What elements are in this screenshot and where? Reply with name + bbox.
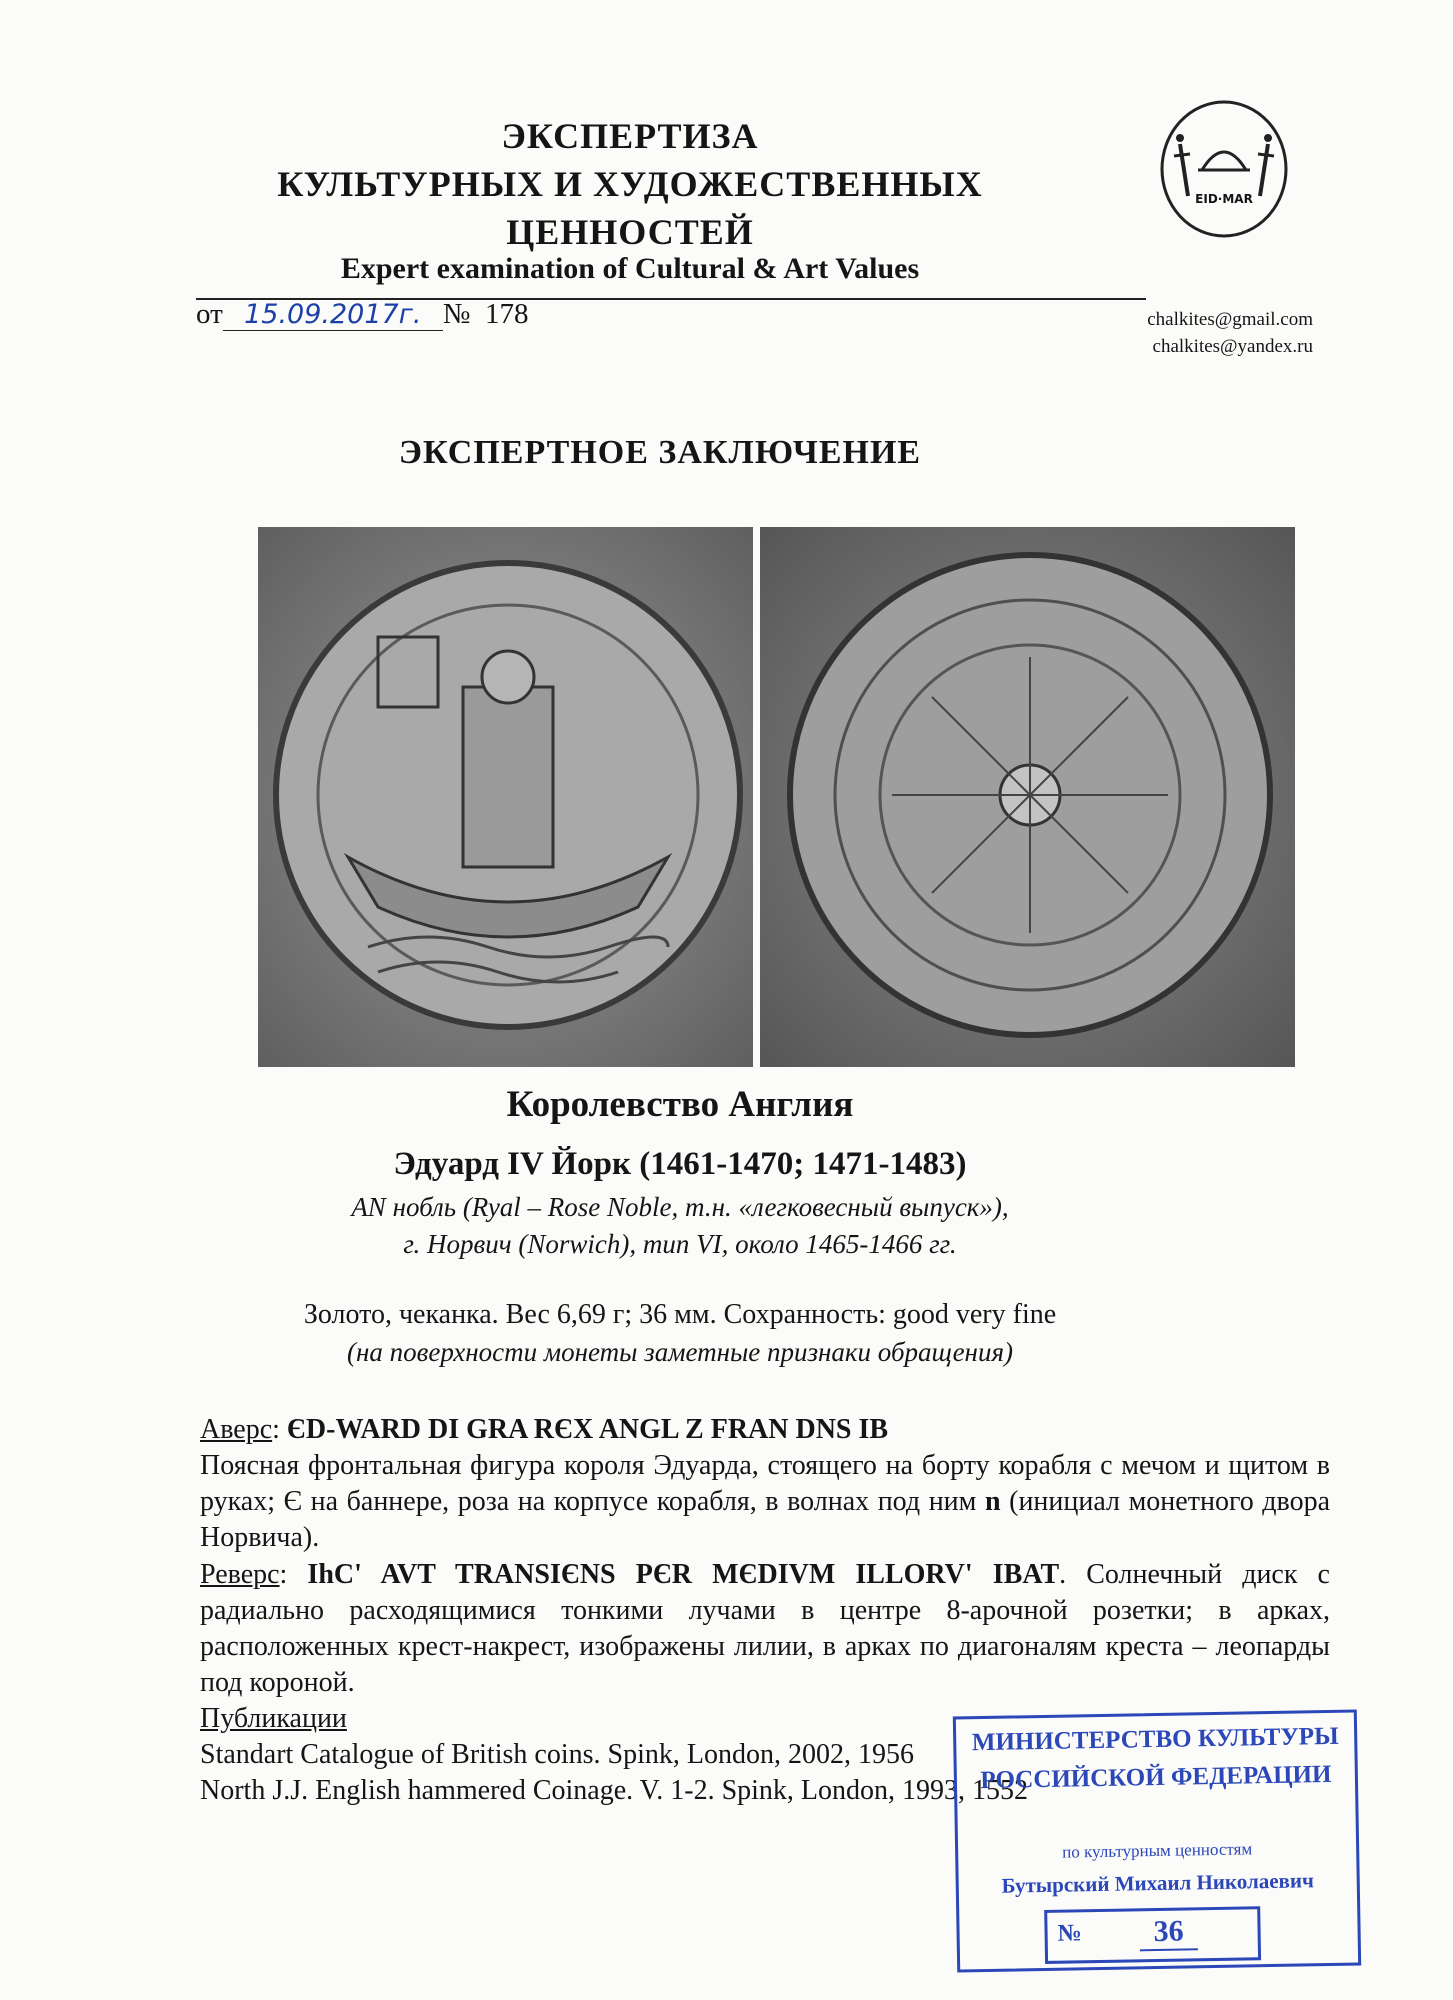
stamp-number-label: № xyxy=(1057,1920,1082,1947)
obverse-label: Аверс xyxy=(200,1414,273,1445)
document-title: ЭКСПЕРТНОЕ ЗАКЛЮЧЕНИЕ xyxy=(398,434,922,471)
date-number-line xyxy=(196,298,528,331)
obverse-legend: ЄD-WARD DI GRA RЄX ANGL Z FRAN DNS IB xyxy=(286,1414,889,1445)
kingdom-heading: Королевство Англия xyxy=(506,1084,854,1125)
stamp-number-box xyxy=(1044,1906,1261,1964)
stamp-line1: МИНИСТЕРСТВО КУЛЬТУРЫ xyxy=(971,1722,1339,1757)
publication-item-1: Standart Catalogue of British coins. Spink, London, 2002, 1956 xyxy=(200,1739,914,1770)
eid-mar-logo xyxy=(1158,98,1290,240)
coin-material-weight: Золото, чеканка. Вес 6,69 г; 36 мм. Сохранность: good very fine xyxy=(303,1299,1057,1330)
stamp-line3: по культурным ценностям xyxy=(1061,1839,1253,1862)
coin-type-line1: AN нобль (Ryal – Rose Noble, т.н. «легковесный выпуск»), xyxy=(351,1192,1009,1222)
number-label: № xyxy=(442,298,471,330)
mint-initial: n xyxy=(984,1486,1001,1517)
email-gmail: chalkites@gmail.com xyxy=(1147,309,1313,330)
publication-item-2: North J.J. English hammered Coinage. V. 1-2. Spink, London, 1993, 1552 xyxy=(200,1775,1029,1806)
handwritten-date: 15.09.2017г. xyxy=(223,299,443,331)
email-yandex: chalkites@yandex.ru xyxy=(1152,336,1313,357)
obverse-section: Аверс: ЄD-WARD DI GRA RЄX ANGL Z FRAN DNS IB Поясная фронтальная фигура короля Эдуарда, стоящего на борту корабля с мечом и щитом в руках; Є на баннере, роза на корпусе корабля, в волнах под ним n (инициал монетного двора Норвича). xyxy=(200,1414,1331,1553)
reverse-legend: IhC' AVT TRANSIЄNS PЄR MЄDIVM ILLORV' IBAT xyxy=(307,1559,1060,1590)
coin-type-line2: г. Норвич (Norwich), тип VI, около 1465-1466 гг. xyxy=(403,1229,957,1259)
obverse-text: Поясная фронтальная фигура короля Эдуарда, стоящего на борту корабля с мечом и щитом в руках; Є на баннере, роза на корпусе корабля, в волнах под ним xyxy=(200,1450,1330,1517)
reverse-label: Реверс xyxy=(200,1559,280,1590)
org-subtitle-en: Expert examination of Cultural & Art Values xyxy=(340,252,920,285)
condition-note: (на поверхности монеты заметные признаки обращения) xyxy=(346,1337,1013,1367)
number-value: 178 xyxy=(484,298,529,330)
date-prefix: от xyxy=(196,298,223,330)
publications-label: Публикации xyxy=(200,1703,347,1734)
ministry-stamp xyxy=(953,1709,1361,1972)
ruler-heading: Эдуард IV Йорк (1461-1470; 1471-1483) xyxy=(393,1146,967,1182)
coin-reverse-photo xyxy=(760,527,1295,1067)
org-title-line3: ЦЕННОСТЕЙ xyxy=(506,212,754,252)
stamp-line2: РОССИЙСКОЙ ФЕДЕРАЦИИ xyxy=(980,1760,1332,1795)
reverse-section: Реверс: IhC' AVT TRANSIЄNS PЄR MЄDIVM ILLORV' IBAT. Солнечный диск с радиально расходящимися тонкими лучами в центре 8-арочной розетки; в арках, расположенных крест-накрест, изображены лилии, в арках по диагоналям креста – леопарды под короной. xyxy=(200,1559,1330,1698)
stamp-line4: Бутырский Михаил Николаевич xyxy=(1001,1868,1315,1898)
obverse-text-end: (инициал монетного двора Норвича). xyxy=(200,1486,1331,1553)
org-title-line2: КУЛЬТУРНЫХ И ХУДОЖЕСТВЕННЫХ xyxy=(277,164,983,204)
logo-text: EID·MAR xyxy=(1195,192,1253,206)
stamp-number-value: 36 xyxy=(1139,1914,1198,1951)
reverse-text: . Солнечный диск с радиально расходящимися тонкими лучами в центре 8-арочной розетки; в арках, расположенных крест-накрест, изображены лилии, в арках по диагоналям креста – леопарды под короной. xyxy=(200,1559,1330,1698)
org-title-line1: ЭКСПЕРТИЗА xyxy=(501,116,759,156)
coin-obverse-photo xyxy=(258,527,753,1067)
